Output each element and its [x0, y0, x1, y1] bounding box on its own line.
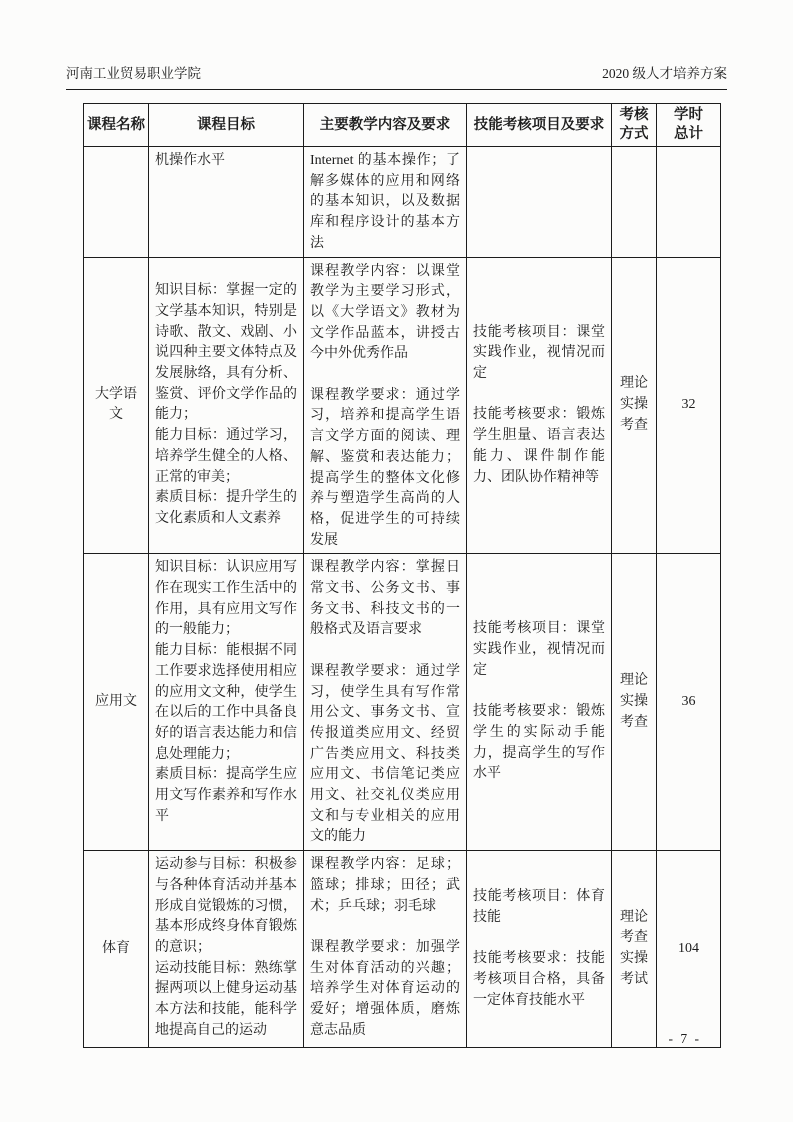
- course-objectives-cell: [149, 554, 304, 851]
- assessment-paragraph: 技能考核要求：技能考核项目合格，具备一定体育技能水平: [473, 951, 605, 1008]
- content-paragraph: 课程教学要求：加强学生对体育活动的兴趣；培养学生对体育运动的爱好；增强体质，磨炼意志品质: [310, 939, 460, 1038]
- course-name-cell: 体育: [84, 851, 149, 1048]
- objective-paragraph: 知识目标：掌握一定的文学基本知识，特别是诗歌、散文、戏剧、小说四种主要文体特点及发展脉络，具有分析、鉴赏、评价文学作品的能力；: [155, 283, 297, 423]
- table-row-continuation: [84, 147, 721, 258]
- content-paragraph: 课程教学内容：以课堂教学为主要学习形式，以《大学语文》教材为文学作品蓝本，讲授古今中外优秀作品: [310, 263, 460, 362]
- total-hours-cell: 104: [657, 851, 721, 1048]
- skill-assessment-cell: [467, 554, 612, 851]
- objective-paragraph: 能力目标：能根据不同工作要求选择使用相应的应用文文种，使学生在以后的工作中具备良好的语言表达能力和信息处理能力；: [155, 643, 297, 762]
- objective-paragraph: 能力目标：通过学习，培养学生健全的人格、正常的审美；: [155, 428, 297, 485]
- page-number: - 7 -: [668, 1031, 701, 1046]
- assessment-paragraph: 技能考核要求：锻炼学生的实际动手能力，提高学生的写作水平: [473, 704, 605, 782]
- assessment-method-cell: [612, 147, 657, 258]
- teaching-content-cell: [304, 147, 467, 258]
- total-hours-cell: 36: [657, 554, 721, 851]
- curriculum-table: [83, 103, 721, 1048]
- content-paragraph: Internet 的基本操作；了解多媒体的应用和网络的基本知识，以及数据库和程序设计的基本方法: [310, 153, 460, 251]
- assessment-paragraph: 技能考核项目：课堂实践作业，视情况而定: [473, 621, 605, 678]
- course-name-cell: 应用文: [84, 554, 149, 851]
- course-objectives-cell: [149, 851, 304, 1048]
- col-header-course-name: 课程名称: [84, 104, 149, 147]
- course-objectives-cell: [149, 257, 304, 554]
- col-header-course-objectives: 课程目标: [149, 104, 304, 147]
- table-row-applied-writing: [84, 554, 721, 851]
- teaching-content-cell: [304, 554, 467, 851]
- col-header-total-hours: 学时总计: [657, 104, 721, 147]
- total-hours-cell: [657, 147, 721, 258]
- assessment-method-cell: 理论 考查 实操 考试: [612, 851, 657, 1048]
- course-name-cell: 大学语文: [84, 257, 149, 554]
- objective-paragraph: 运动参与目标：积极参与各种体育活动并基本形成自觉锻炼的习惯，基本形成终身体育锻炼的意识；: [155, 857, 297, 955]
- col-header-teaching-content: 主要教学内容及要求: [304, 104, 467, 147]
- assessment-method-cell: 理论 实操 考查: [612, 554, 657, 851]
- assessment-paragraph: 技能考核项目：体育技能: [473, 889, 605, 925]
- objective-paragraph: 知识目标：认识应用写作在现实工作生活中的作用，具有应用文写作的一般能力；: [155, 560, 297, 638]
- content-paragraph: 课程教学内容：掌握日常文书、公务文书、事务文书、科技文书的一般格式及语言要求: [310, 560, 460, 638]
- assessment-paragraph: 技能考核要求：锻炼学生胆量、语言表达能力、课件制作能力、团队协作精神等: [473, 407, 605, 485]
- content-paragraph: 课程教学要求：通过学习，使学生具有写作常用公文、事务文书、宣传报道类应用文、经贸广告类应用文、科技类应用文、书信笔记类应用文、社交礼仪类应用文和与专业相关的应用文的能力: [310, 663, 460, 845]
- table-row-college-chinese: [84, 257, 721, 554]
- assessment-paragraph: 技能考核项目：课堂实践作业，视情况而定: [473, 324, 605, 382]
- teaching-content-cell: [304, 851, 467, 1048]
- skill-assessment-cell: [467, 851, 612, 1048]
- col-header-assessment-method: 考核方式: [612, 104, 657, 147]
- document-header: [66, 62, 727, 90]
- program-title: 2020 级人才培养方案: [602, 66, 727, 81]
- school-name: 河南工业贸易职业学院: [66, 66, 201, 81]
- objective-paragraph: 素质目标：提升学生的文化素质和人文素养: [155, 490, 297, 526]
- table-header-row: [84, 104, 721, 147]
- content-paragraph: 课程教学要求：通过学习，培养和提高学生语言文学方面的阅读、理解、鉴赏和表达能力；提高学生的整体文化修养与塑造学生高尚的人格，促进学生的可持续发展: [310, 387, 460, 548]
- skill-assessment-cell: [467, 257, 612, 554]
- course-name-cell: [84, 147, 149, 258]
- objective-paragraph: 素质目标：提高学生应用文写作素养和写作水平: [155, 767, 297, 824]
- assessment-method-cell: 理论 实操 考查: [612, 257, 657, 554]
- teaching-content-cell: [304, 257, 467, 554]
- objective-paragraph: 机操作水平: [155, 153, 225, 168]
- table-row-physical-education: [84, 851, 721, 1048]
- course-objectives-cell: [149, 147, 304, 258]
- col-header-skill-assessment: 技能考核项目及要求: [467, 104, 612, 147]
- total-hours-cell: 32: [657, 257, 721, 554]
- objective-paragraph: 运动技能目标：熟练掌握两项以上健身运动基本方法和技能，能科学地提高自己的运动: [155, 960, 297, 1038]
- skill-assessment-cell: [467, 147, 612, 258]
- content-paragraph: 课程教学内容：足球；篮球；排球；田径；武术；乒乓球；羽毛球: [310, 857, 460, 914]
